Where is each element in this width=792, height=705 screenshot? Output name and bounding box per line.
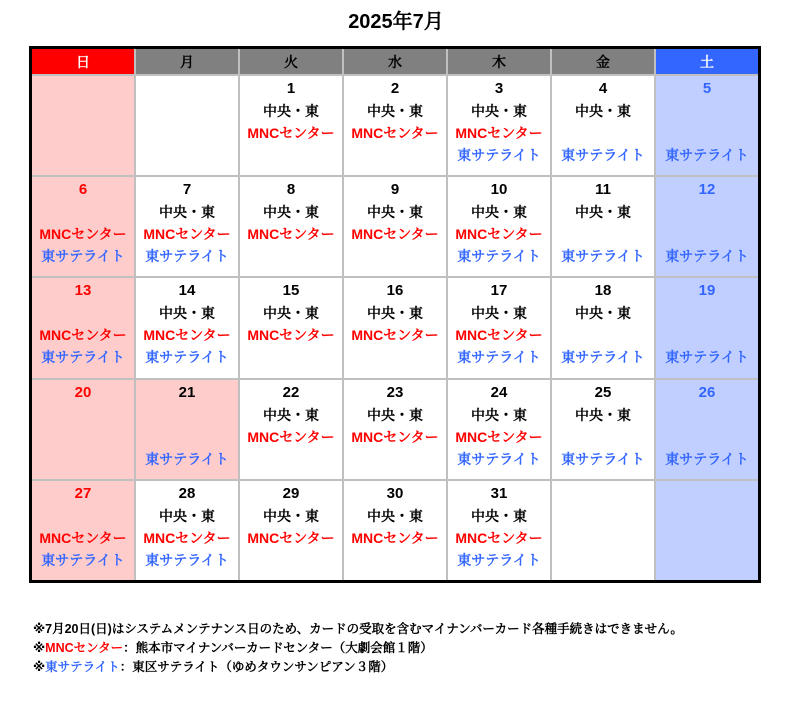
higashi-satellite-label: 東サテライト [561,450,645,467]
mnc-center-label: MNCセンター [247,226,335,243]
day-cell-8 [240,177,342,276]
mnc-center-label: MNCセンター [351,125,439,141]
empty-day-cell [552,481,654,580]
day-cell-24 [448,380,550,479]
mnc-note-label: MNCセンター [45,641,124,655]
mnc-center-label: MNCセンター [143,226,231,243]
chuo-higashi-label: 中央・東 [575,305,631,322]
day-cell-22 [240,380,342,479]
date-number: 11 [595,181,611,199]
higashi-satellite-label: 東サテライト [41,248,125,265]
day-cell-4 [552,76,654,175]
date-number: 25 [594,383,612,401]
day-cell-18 [552,278,654,377]
date-number: 1 [286,80,296,97]
mnc-center-label: MNCセンター [351,529,439,546]
higashi-satellite-label: 東サテライト [457,248,541,265]
weekday-header-fri: 金 [552,49,654,74]
weekday-header-mon: 月 [136,49,238,74]
day-cell-5 [656,76,758,175]
mnc-center-label: MNCセンター [351,226,439,243]
notes-section [33,620,683,677]
date-number: 28 [178,484,196,502]
mnc-center-label: MNCセンター [455,226,543,243]
day-cell-3 [448,76,550,175]
higashi-satellite-label: 東サテライト [145,450,229,467]
higashi-satellite-label: 東サテライト [457,551,541,568]
chuo-higashi-label: 中央・東 [367,507,423,524]
day-cell-25 [552,380,654,479]
higashi-satellite-label: 東サテライト [145,248,229,265]
day-cell-16 [344,278,446,377]
higashi-satellite-label: 東サテライト [561,248,645,265]
chuo-higashi-label: 中央・東 [471,305,527,322]
mnc-center-label: MNCセンター [39,226,127,243]
mnc-center-label: MNCセンター [455,327,543,344]
satellite-note-description: ：東区サテライト（ゆめタウンサンピアン３階） [119,660,394,674]
chuo-higashi-label: 中央・東 [263,204,319,221]
chuo-higashi-label: 中央・東 [263,305,319,322]
higashi-satellite-label: 東サテライト [145,551,229,568]
chuo-higashi-label: 中央・東 [367,305,423,322]
date-number: 30 [386,484,404,502]
day-cell-20 [32,380,134,479]
date-number: 19 [698,282,716,300]
higashi-satellite-label: 東サテライト [561,349,645,366]
chuo-higashi-label: 中央・東 [471,406,527,423]
chuo-higashi-label: 中央・東 [471,103,527,119]
higashi-satellite-label: 東サテライト [561,147,645,163]
day-cell-28 [136,481,238,580]
day-cell-21 [136,380,238,479]
weekday-header-tue: 火 [240,49,342,74]
higashi-satellite-label: 東サテライト [665,248,749,265]
date-number: 9 [390,181,400,199]
chuo-higashi-label: 中央・東 [263,103,319,119]
day-cell-11 [552,177,654,276]
mnc-center-label: MNCセンター [247,529,335,546]
day-cell-31 [448,481,550,580]
date-number: 24 [490,383,508,401]
date-number: 10 [490,181,508,199]
date-number: 29 [282,484,300,502]
mnc-center-label: MNCセンター [455,125,543,141]
mnc-center-label: MNCセンター [143,327,231,344]
date-number: 18 [594,282,612,300]
chuo-higashi-label: 中央・東 [471,507,527,524]
chuo-higashi-label: 中央・東 [575,406,631,423]
weekday-header-wed: 水 [344,49,446,74]
day-cell-14 [136,278,238,377]
date-number: 3 [494,80,504,97]
date-number: 20 [74,383,92,401]
mnc-center-label: MNCセンター [39,529,127,546]
chuo-higashi-label: 中央・東 [263,406,319,423]
higashi-satellite-label: 東サテライト [665,147,749,163]
chuo-higashi-label: 中央・東 [575,103,631,119]
date-number: 6 [78,181,88,199]
higashi-satellite-label: 東サテライト [457,349,541,366]
day-cell-29 [240,481,342,580]
mnc-center-label: MNCセンター [143,529,231,546]
higashi-satellite-label: 東サテライト [665,450,749,467]
note-mark: ※ [33,660,46,674]
weekday-header-sun: 日 [32,49,134,74]
weekday-header-thu: 木 [448,49,550,74]
chuo-higashi-label: 中央・東 [263,507,319,524]
day-cell-23 [344,380,446,479]
date-number: 22 [282,383,300,401]
higashi-satellite-label: 東サテライト [41,349,125,366]
satellite-note [33,658,683,677]
day-cell-30 [344,481,446,580]
day-cell-13 [32,278,134,377]
higashi-satellite-label: 東サテライト [457,450,541,467]
higashi-satellite-label: 東サテライト [457,147,541,163]
day-cell-15 [240,278,342,377]
date-number: 14 [178,282,196,300]
day-cell-27 [32,481,134,580]
chuo-higashi-label: 中央・東 [159,507,215,524]
mnc-center-label: MNCセンター [39,327,127,344]
mnc-note [33,639,683,658]
empty-day-cell [32,76,134,175]
day-cell-10 [448,177,550,276]
day-cell-6 [32,177,134,276]
chuo-higashi-label: 中央・東 [367,406,423,423]
date-number: 2 [390,80,400,97]
maintenance-note: ※7月20日(日)はシステムメンテナンス日のため、カードの受取を含むマイナンバーカード各種手続きはできません。 [33,622,683,636]
date-number: 16 [386,282,404,300]
day-cell-9 [344,177,446,276]
date-number: 5 [702,80,712,97]
day-cell-1 [240,76,342,175]
mnc-center-label: MNCセンター [351,327,439,344]
day-cell-12 [656,177,758,276]
weekday-header-sat: 土 [656,49,758,74]
day-cell-7 [136,177,238,276]
mnc-note-description: ：熊本市マイナンバーカードセンター（大劇会館１階） [123,641,433,655]
date-number: 27 [74,484,92,502]
mnc-center-label: MNCセンター [247,125,335,141]
date-number: 31 [490,484,508,502]
mnc-center-label: MNCセンター [247,428,335,445]
mnc-center-label: MNCセンター [247,327,335,344]
date-number: 21 [178,383,196,401]
date-number: 8 [286,181,296,199]
chuo-higashi-label: 中央・東 [159,305,215,322]
day-cell-19 [656,278,758,377]
date-number: 15 [282,282,300,300]
date-number: 26 [698,383,716,401]
chuo-higashi-label: 中央・東 [575,204,631,221]
higashi-satellite-label: 東サテライト [145,349,229,366]
date-number: 17 [490,282,508,300]
chuo-higashi-label: 中央・東 [471,204,527,221]
date-number: 7 [182,181,192,199]
chuo-higashi-label: 中央・東 [367,204,423,221]
mnc-center-label: MNCセンター [455,428,543,445]
higashi-satellite-label: 東サテライト [41,551,125,568]
calendar-grid [29,46,761,583]
date-number: 13 [74,282,92,300]
chuo-higashi-label: 中央・東 [367,103,423,119]
mnc-center-label: MNCセンター [351,428,439,445]
date-number: 12 [698,181,716,199]
date-number: 4 [598,80,608,97]
note-mark: ※ [33,641,46,655]
calendar-title: 2025年7月 [348,11,444,33]
day-cell-17 [448,278,550,377]
satellite-note-label: 東サテライト [45,660,120,674]
day-cell-26 [656,380,758,479]
chuo-higashi-label: 中央・東 [159,204,215,221]
mnc-center-label: MNCセンター [455,529,543,546]
empty-day-cell [136,76,238,175]
day-cell-2 [344,76,446,175]
date-number: 23 [386,383,404,401]
higashi-satellite-label: 東サテライト [665,349,749,366]
empty-day-cell [656,481,758,580]
